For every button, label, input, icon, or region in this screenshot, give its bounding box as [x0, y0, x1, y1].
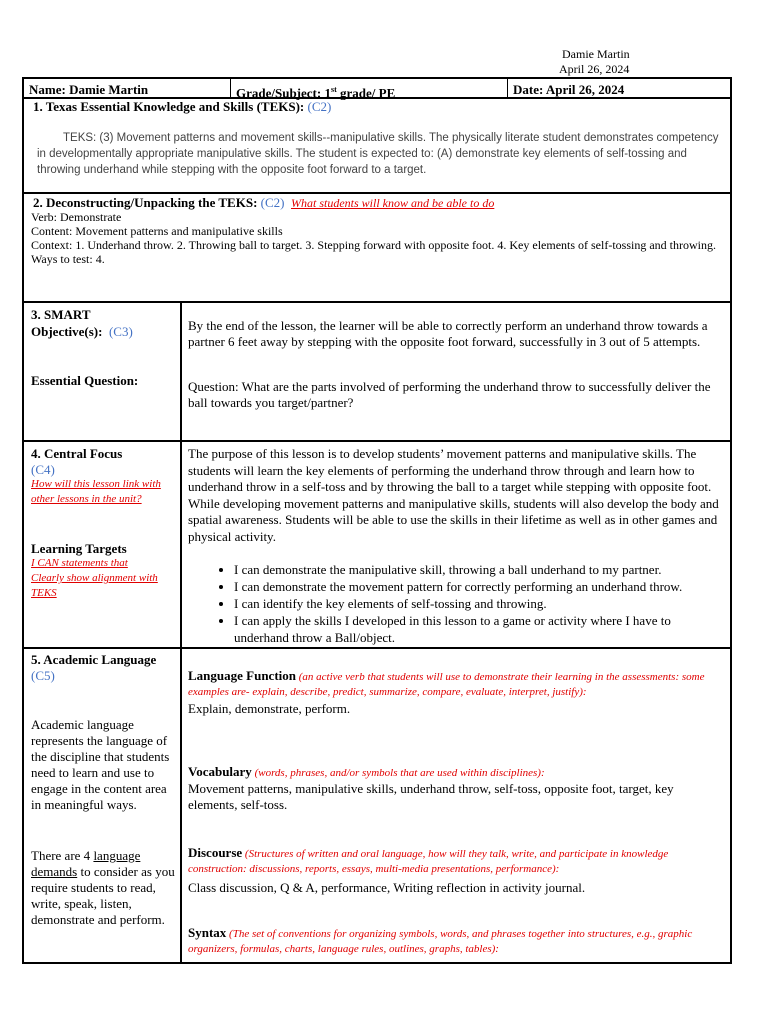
language-function-hint: (an active verb that students will use to demonstrate their learning in the assessments: some examples are- explain, describe, predict, summarize, compare, evaluate, interpret, justify):	[188, 671, 705, 698]
target-item: • I can demonstrate the manipulative skill, throwing a ball underhand to my partner.	[234, 561, 724, 578]
s3-subtitle: Objective(s): (C3)	[31, 324, 133, 339]
learning-targets-list	[188, 561, 724, 646]
academic-language-desc: Academic language represents the language of the discipline that students need to learn and use to engage in the content area in meaningful ways.	[31, 717, 170, 812]
s2-verb: Verb: Demonstrate	[31, 210, 122, 224]
s4-title: 4. Central Focus	[31, 446, 123, 461]
vocabulary-hint: (words, phrases, and/or symbols that are used within disciplines):	[254, 767, 545, 779]
divider	[22, 301, 732, 303]
discourse-label: Discourse	[188, 845, 243, 860]
vocabulary-block	[188, 764, 724, 813]
s3-title: 3. SMART	[31, 307, 91, 322]
language-function-block	[188, 668, 724, 716]
target-item: • I can apply the skills I developed in this lesson to a game or activity where I have to underhand throw a Ball/object.	[234, 612, 724, 646]
s2-content-line: Content: Movement patterns and manipulative skills	[31, 224, 283, 238]
syntax-hint: (The set of conventions for organizing symbols, words, and phrases together into structures, e.g., graphic organizers, formulas, charts, language rules, outlines, graphs, tables):	[188, 928, 693, 955]
smart-objective: By the end of the lesson, the learner will be able to correctly perform an underhand throw towards a partner 6 feet away by stepping with the opposite foot forward, successfully in 3 out of 5 attempts.	[188, 318, 708, 349]
student-name: Name: Damie Martin	[29, 82, 149, 97]
language-function-label: Language Function	[188, 668, 296, 683]
vocabulary-text: Movement patterns, manipulative skills, underhand throw, self-toss, opposite foot, target, key elements, self-toss.	[188, 781, 674, 812]
divider	[22, 192, 732, 194]
s2-title: 2. Deconstructing/Unpacking the TEKS: (C2) What students will know and be able to do	[33, 195, 495, 210]
language-demands-link: language demands	[31, 848, 141, 879]
central-focus-text: The purpose of this lesson is to develop students’ movement patterns and manipulative skills. The students will learn the key elements of performing the underhand throw through and learn how to underhand throw in a self-toss and by throwing the ball to a target while stepping with opposite foot. While developing movement patterns and manipulative skills, students will also develop the body and spatial awareness. Students will be able to use the skills in their lifetime as well as in other games and physical activity.	[188, 446, 719, 544]
header-date: April 26, 2024	[559, 62, 630, 76]
divider	[22, 647, 732, 649]
divider	[180, 302, 182, 962]
syntax-label: Syntax	[188, 925, 227, 940]
divider	[230, 78, 231, 98]
discourse-hint: (Structures of written and oral language, how will they talk, write, and participate in knowledge construction: discussions, reports, essays, multi-media presentations, performance):	[188, 848, 669, 875]
language-function-text: Explain, demonstrate, perform.	[188, 701, 351, 716]
s4-hint: How will this lesson link with other lessons in the unit?	[31, 478, 161, 505]
language-demands-text: There are 4 language demands to consider as you require students to read, write, speak, listen, demonstrate and perform.	[31, 848, 175, 927]
s2-content	[31, 210, 725, 266]
author-name: Damie Martin	[562, 47, 630, 61]
s4-code: (C4)	[31, 462, 55, 477]
essential-question: Question: What are the parts involved of performing the underhand throw to successfully deliver the ball towards you target/partner?	[188, 379, 711, 410]
s2-context: Context: 1. Underhand throw. 2. Throwing ball to target. 3. Stepping forward with opposite foot. 4. Key elements of self-tossing and throwing.	[31, 238, 717, 252]
divider	[507, 78, 508, 98]
divider	[22, 440, 732, 442]
learning-targets-title: Learning Targets	[31, 541, 127, 556]
essential-question-label: Essential Question:	[31, 373, 139, 388]
vocabulary-label: Vocabulary	[188, 764, 252, 779]
learning-targets-hint: I CAN statements that Clearly show alignment with TEKS	[31, 557, 158, 599]
grade-subject: Grade/Subject: 1st grade/ PE	[236, 85, 396, 101]
target-item: • I can identify the key elements of self-tossing and throwing.	[234, 595, 724, 612]
target-item: • I can demonstrate the movement pattern for correctly performing an underhand throw.	[234, 578, 724, 595]
lesson-date: Date: April 26, 2024	[513, 82, 625, 97]
s5-title: 5. Academic Language	[31, 652, 157, 667]
discourse-block	[188, 845, 724, 895]
discourse-text: Class discussion, Q & A, performance, Writing reflection in activity journal.	[188, 880, 586, 895]
s2-ways: Ways to test: 4.	[31, 252, 105, 266]
teks-text: TEKS: (3) Movement patterns and movement skills--manipulative skills. The physically literate student demonstrates competency in developmentally appropriate manipulative skills. The student is expected to: (A) demonstrate key elements of self-tossing and throwing underhand while stepping with the opposite foot forward to a target.	[37, 132, 719, 176]
s5-code: (C5)	[31, 668, 55, 683]
s1-title: 1. Texas Essential Knowledge and Skills (TEKS): (C2)	[33, 99, 332, 114]
syntax-block	[188, 925, 724, 957]
